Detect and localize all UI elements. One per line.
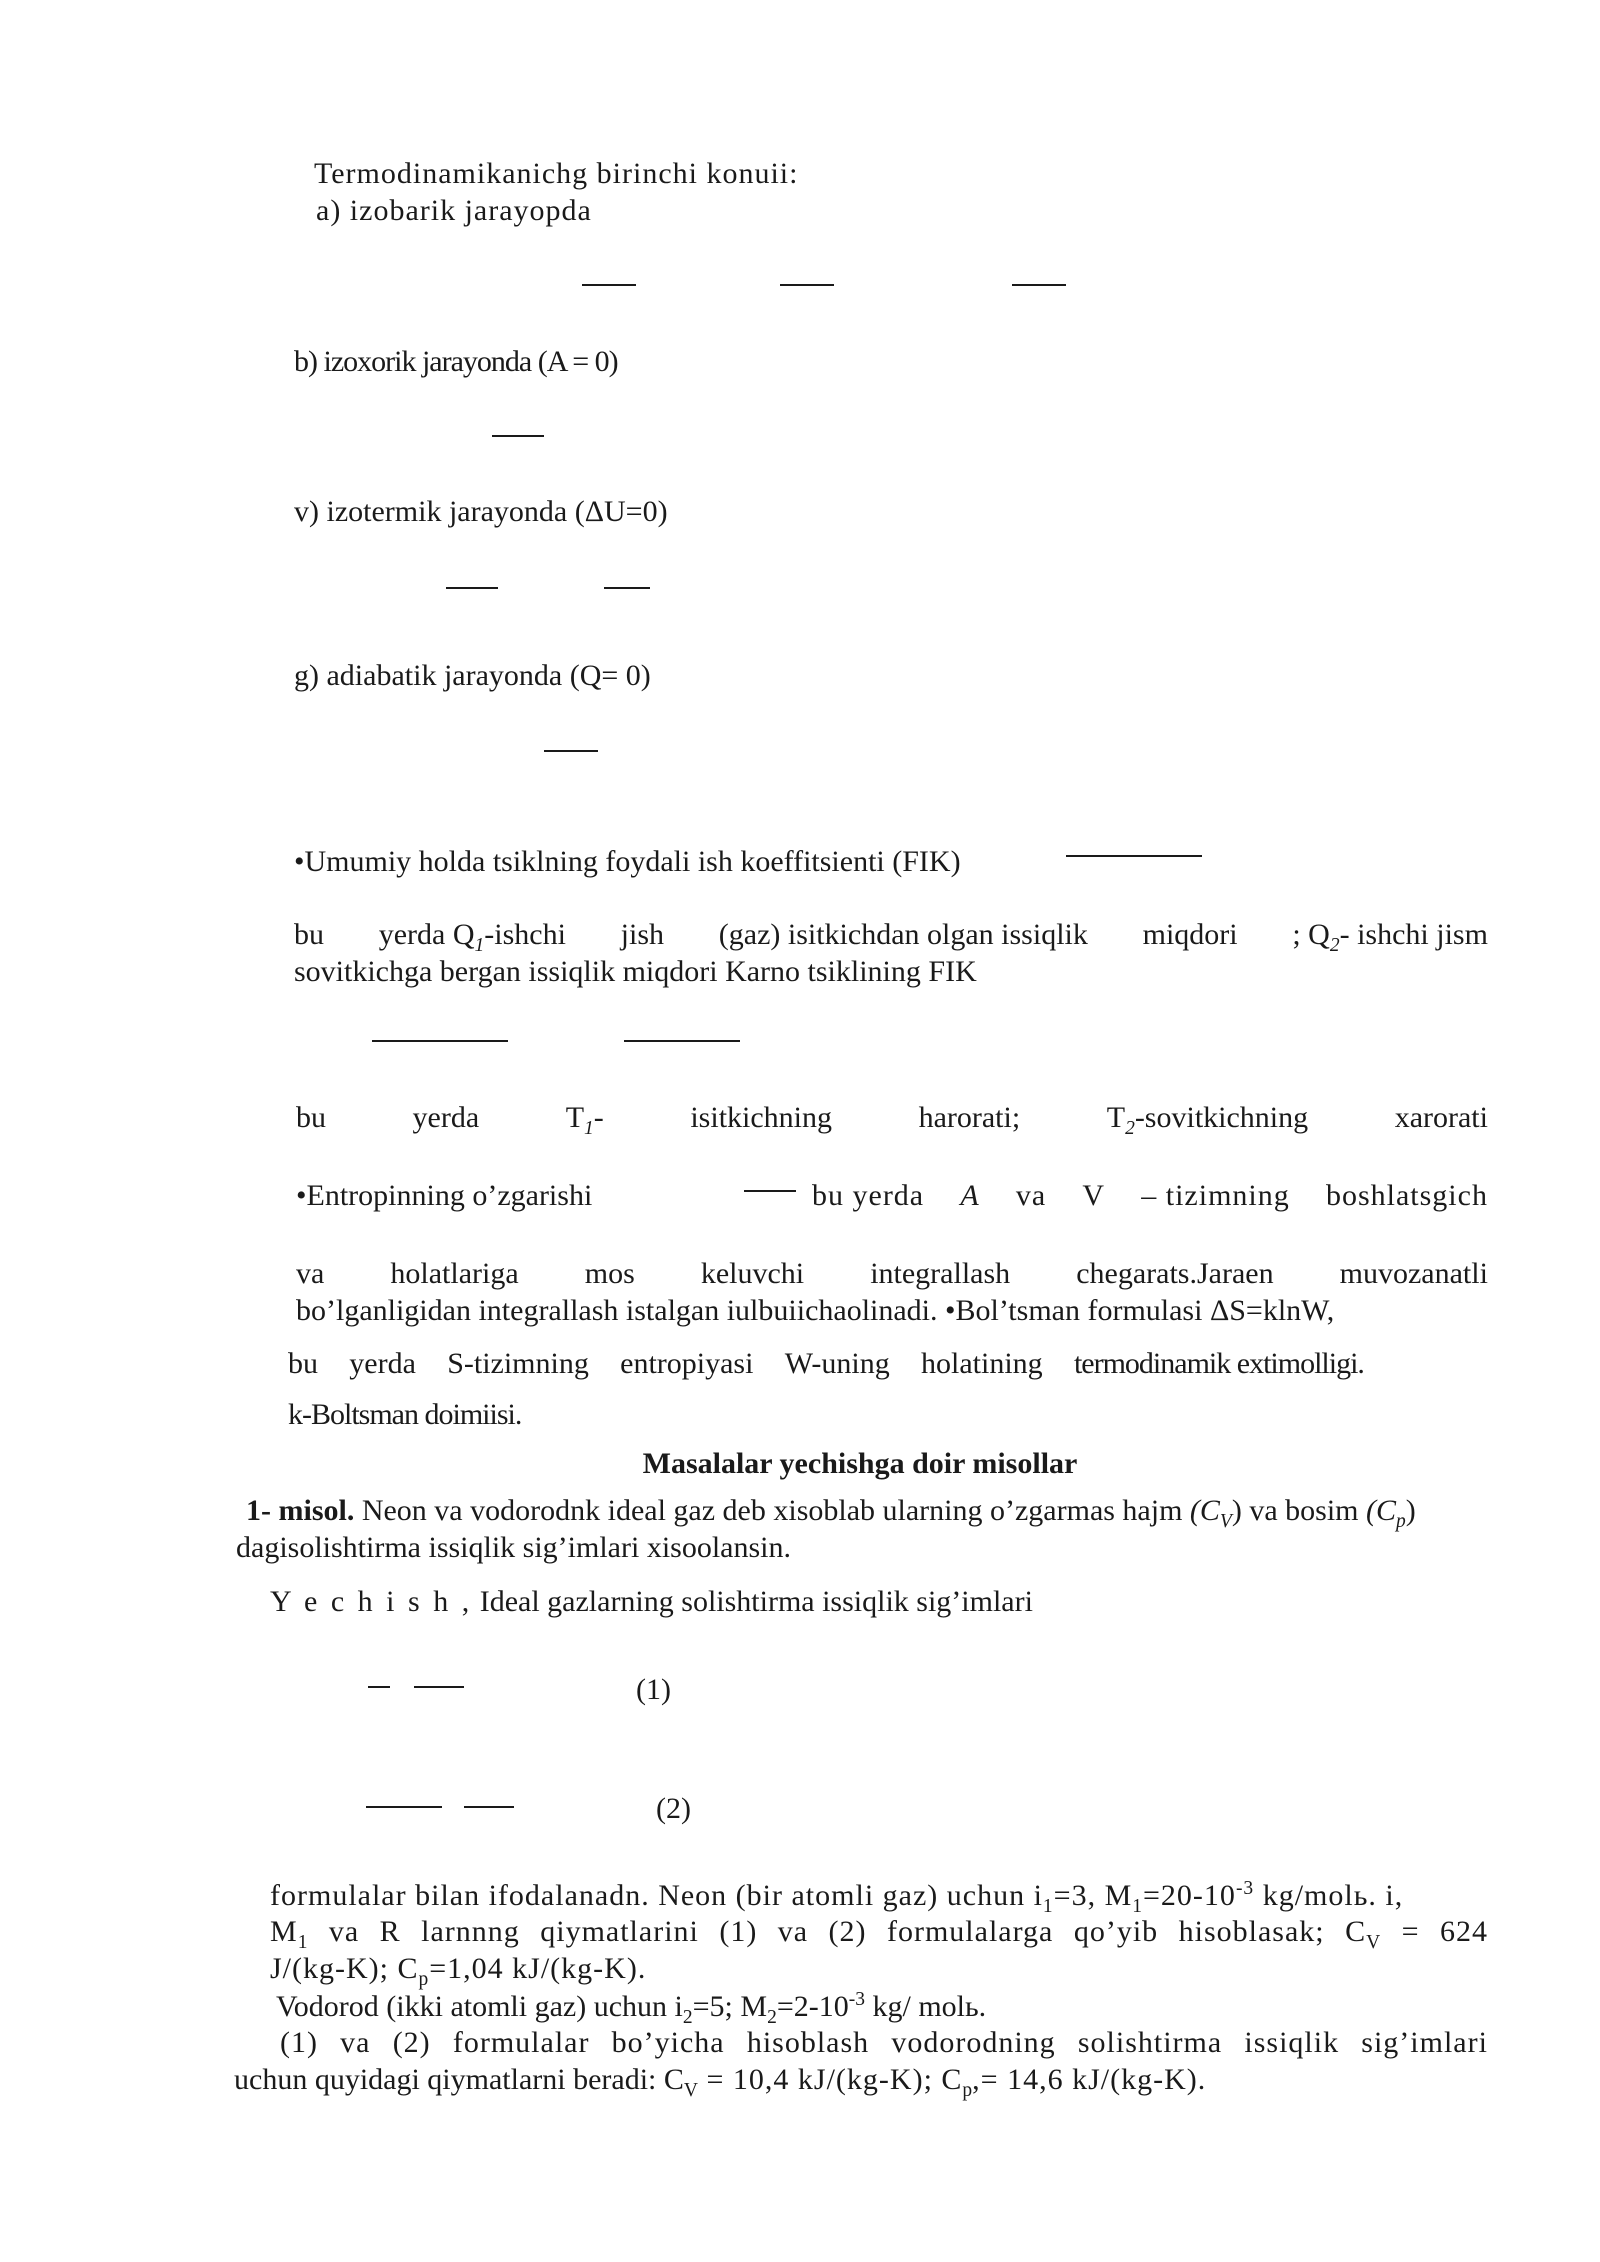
- fik-line2: sovitkichga bergan issiqlik miqdori Karno tsiklining FIK: [294, 955, 977, 988]
- fik-line1: bu yerda $Q_1$-ishchi jish (gaz) isitkichdan olgan issiqlik miqdori ; $Q_2-$ ishchi jism: [294, 918, 1488, 956]
- example-1-line2: dagisolishtirma issiqlik sig’imlari xisoolansin.: [236, 1531, 791, 1564]
- item-a-isobaric: a) izobarik jarayopda: [316, 194, 592, 227]
- hydrogen-calc-line1: (1) va (2) formulalar bo’yicha hisoblash vodorodning solishtirma issiqlik sig’imlari: [280, 2026, 1488, 2059]
- entropy-line4: bu yerda S-tizimning entropiyasi W-uning holatining termodinamik extimolligi.: [288, 1347, 1364, 1380]
- formula-placeholder: [464, 1806, 514, 1808]
- entropy-right: bu yerda A va V – tizimning boshlatsgich: [812, 1179, 1488, 1212]
- entropy-line3: bo’lganligidan integrallash istalgan iulbuiichaolinadi. •Bol’tsman formulasi ΔS=klnW,: [296, 1294, 1335, 1327]
- item-b-isochoric: b) izoxorik jarayonda (A = 0): [294, 345, 618, 378]
- hydrogen-calc-line2: uchun quyidagi qiymatlarni beradi: $C_V = 10,4$ kJ/(kg-K); $C_p,= 14,6$ kJ/(kg-K).: [234, 2063, 1207, 2101]
- formula-placeholder: [492, 435, 544, 437]
- formula-placeholder: [1066, 855, 1202, 857]
- hydrogen-line: Vodorod (ikki atomli gaz) uchun $i_2=5$; $M_2=2-10^{-3}$ kg/ molь.: [276, 1989, 987, 2028]
- neon-line1: formulalar bilan ifodalanadn. Neon (bir atomli gaz) uchun $i_1=3$, $M_1=20-10^{-3}$ kg/molь. i,: [270, 1878, 1404, 1917]
- formula-placeholder: [366, 1806, 442, 1808]
- item-g-adiabatic: g) adiabatik jarayonda (Q= 0): [294, 659, 651, 692]
- neon-line3: J/(kg-K); $C_p=1,04$ kJ/(kg-K).: [270, 1952, 647, 1990]
- formula-placeholder: [368, 1686, 390, 1688]
- formula-placeholder: [372, 1040, 508, 1042]
- entropy-bullet: •Entropinning o’zgarishi: [296, 1179, 593, 1212]
- formula-placeholder: [624, 1040, 740, 1042]
- formula-placeholder: [582, 284, 636, 286]
- formula-placeholder: [544, 750, 598, 752]
- item-v-isothermal: v) izotermik jarayonda (ΔU=0): [294, 495, 668, 528]
- equation-number-1: (1): [636, 1673, 671, 1706]
- equation-number-2: (2): [656, 1792, 691, 1825]
- entropy-line5: k-Boltsman doimiisi.: [288, 1398, 522, 1431]
- formula-placeholder: [446, 587, 498, 589]
- formula-placeholder: [744, 1190, 796, 1192]
- entropy-line2: va holatlariga mos keluvchi integrallash chegarats.Jaraen muvozanatli: [296, 1257, 1488, 1290]
- solution-line: Y e c h i s h , Ideal gazlarning solishtirma issiqlik sig’imlari: [270, 1585, 1033, 1618]
- section-title: Termodinamikanichg birinchi konuii:: [314, 157, 799, 190]
- formula-placeholder: [1012, 284, 1066, 286]
- formula-placeholder: [780, 284, 834, 286]
- neon-line2: $M_1$ va R larnnng qiymatlarini (1) va (2) formulalarga qo’yib hisoblasak; $C_V$ = 624: [270, 1915, 1488, 1953]
- section-heading: Masalalar yechishga doir misollar: [642, 1447, 1078, 1480]
- temps-line: bu yerda $T_1-$ isitkichning harorati; $T_2$-sovitkichning xarorati: [296, 1101, 1488, 1139]
- formula-placeholder: [604, 587, 650, 589]
- example-1-line1: 1- misol. Neon va vodorodnk ideal gaz deb xisoblab ularning o’zgarmas hajm $(C_V)$ va bosim $(C_p)$: [246, 1494, 1416, 1532]
- fik-bullet: •Umumiy holda tsiklning foydali ish koeffitsienti (FIK): [294, 845, 961, 878]
- formula-placeholder: [414, 1686, 464, 1688]
